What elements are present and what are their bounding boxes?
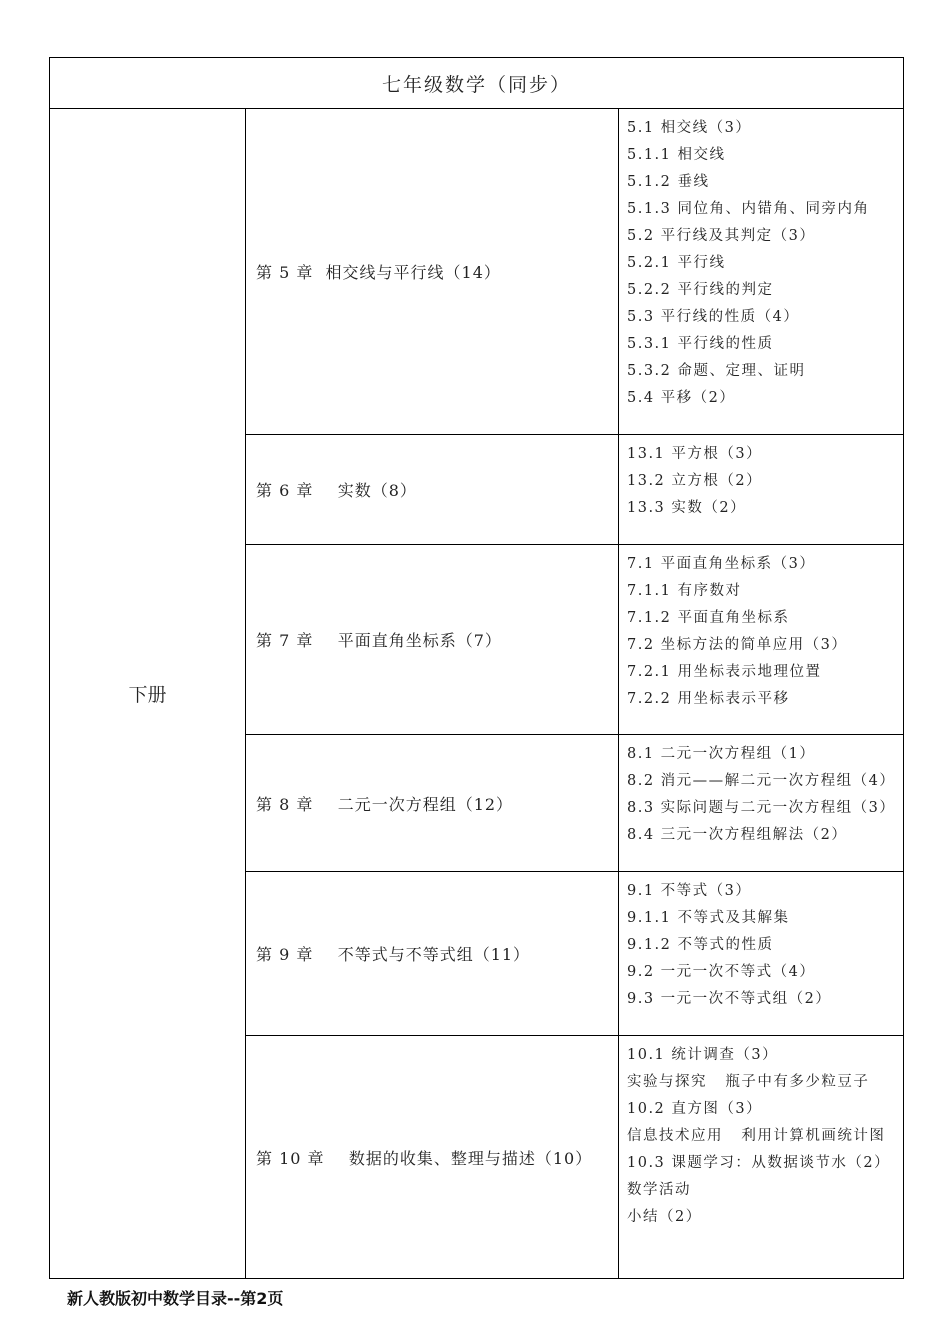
volume-label: 下册	[50, 109, 246, 1279]
section-item: 7.1.1 有序数对	[627, 583, 742, 599]
section-item: 9.1.2 不等式的性质	[627, 937, 774, 953]
section-item: 9.3 一元一次不等式组（2）	[627, 991, 832, 1007]
section-item: 9.1 不等式（3）	[627, 883, 752, 899]
section-item: 实验与探究 瓶子中有多少粒豆子	[627, 1074, 870, 1090]
section-item: 8.1 二元一次方程组（1）	[627, 746, 816, 762]
section-item: 5.4 平移（2）	[627, 390, 736, 406]
section-item: 10.2 直方图（3）	[627, 1101, 763, 1117]
section-list	[619, 545, 904, 735]
page-footer: 新人教版初中数学目录--第2页	[67, 1289, 284, 1308]
section-item: 7.1.2 平面直角坐标系	[627, 610, 790, 626]
chapter-title: 第 6 章 实数（8）	[246, 435, 619, 545]
section-item: 5.3 平行线的性质（4）	[627, 309, 800, 325]
section-item: 5.1.3 同位角、内错角、同旁内角	[627, 201, 870, 217]
section-list	[619, 1036, 904, 1279]
section-item: 10.3 课题学习：从数据谈节水（2）	[627, 1155, 891, 1171]
section-item: 5.2.1 平行线	[627, 255, 726, 271]
chapter-title: 第 7 章 平面直角坐标系（7）	[246, 545, 619, 735]
section-item: 13.2 立方根（2）	[627, 473, 763, 489]
section-item: 9.2 一元一次不等式（4）	[627, 964, 816, 980]
section-list	[619, 872, 904, 1036]
section-item: 5.3.1 平行线的性质	[627, 336, 774, 352]
section-item: 8.3 实际问题与二元一次方程组（3）	[627, 800, 896, 816]
section-item: 5.1.2 垂线	[627, 174, 710, 190]
chapter-title: 第 5 章 相交线与平行线（14）	[246, 109, 619, 435]
section-list	[619, 435, 904, 545]
section-item: 5.3.2 命题、定理、证明	[627, 363, 806, 379]
section-item: 8.4 三元一次方程组解法（2）	[627, 827, 848, 843]
section-list	[619, 735, 904, 872]
chapter-title: 第 10 章 数据的收集、整理与描述（10）	[246, 1036, 619, 1279]
section-list	[619, 109, 904, 435]
chapter-row	[50, 109, 904, 435]
section-item: 5.2 平行线及其判定（3）	[627, 228, 816, 244]
section-item: 13.1 平方根（3）	[627, 446, 763, 462]
title-row	[50, 58, 904, 109]
section-item: 信息技术应用 利用计算机画统计图	[627, 1128, 886, 1144]
chapter-title: 第 8 章 二元一次方程组（12）	[246, 735, 619, 872]
section-item: 小结（2）	[627, 1209, 702, 1225]
section-item: 5.1.1 相交线	[627, 147, 726, 163]
section-item: 7.2.1 用坐标表示地理位置	[627, 664, 822, 680]
chapter-title: 第 9 章 不等式与不等式组（11）	[246, 872, 619, 1036]
table-of-contents	[49, 57, 904, 1279]
section-item: 10.1 统计调查（3）	[627, 1047, 779, 1063]
section-item: 7.2.2 用坐标表示平移	[627, 691, 790, 707]
section-item: 7.2 坐标方法的简单应用（3）	[627, 637, 848, 653]
section-item: 5.1 相交线（3）	[627, 120, 752, 136]
page-title: 七年级数学（同步）	[50, 58, 904, 109]
section-item: 9.1.1 不等式及其解集	[627, 910, 790, 926]
section-item: 7.1 平面直角坐标系（3）	[627, 556, 816, 572]
section-item: 数学活动	[627, 1182, 691, 1198]
section-item: 13.3 实数（2）	[627, 500, 747, 516]
section-item: 8.2 消元——解二元一次方程组（4）	[627, 773, 896, 789]
section-item: 5.2.2 平行线的判定	[627, 282, 774, 298]
